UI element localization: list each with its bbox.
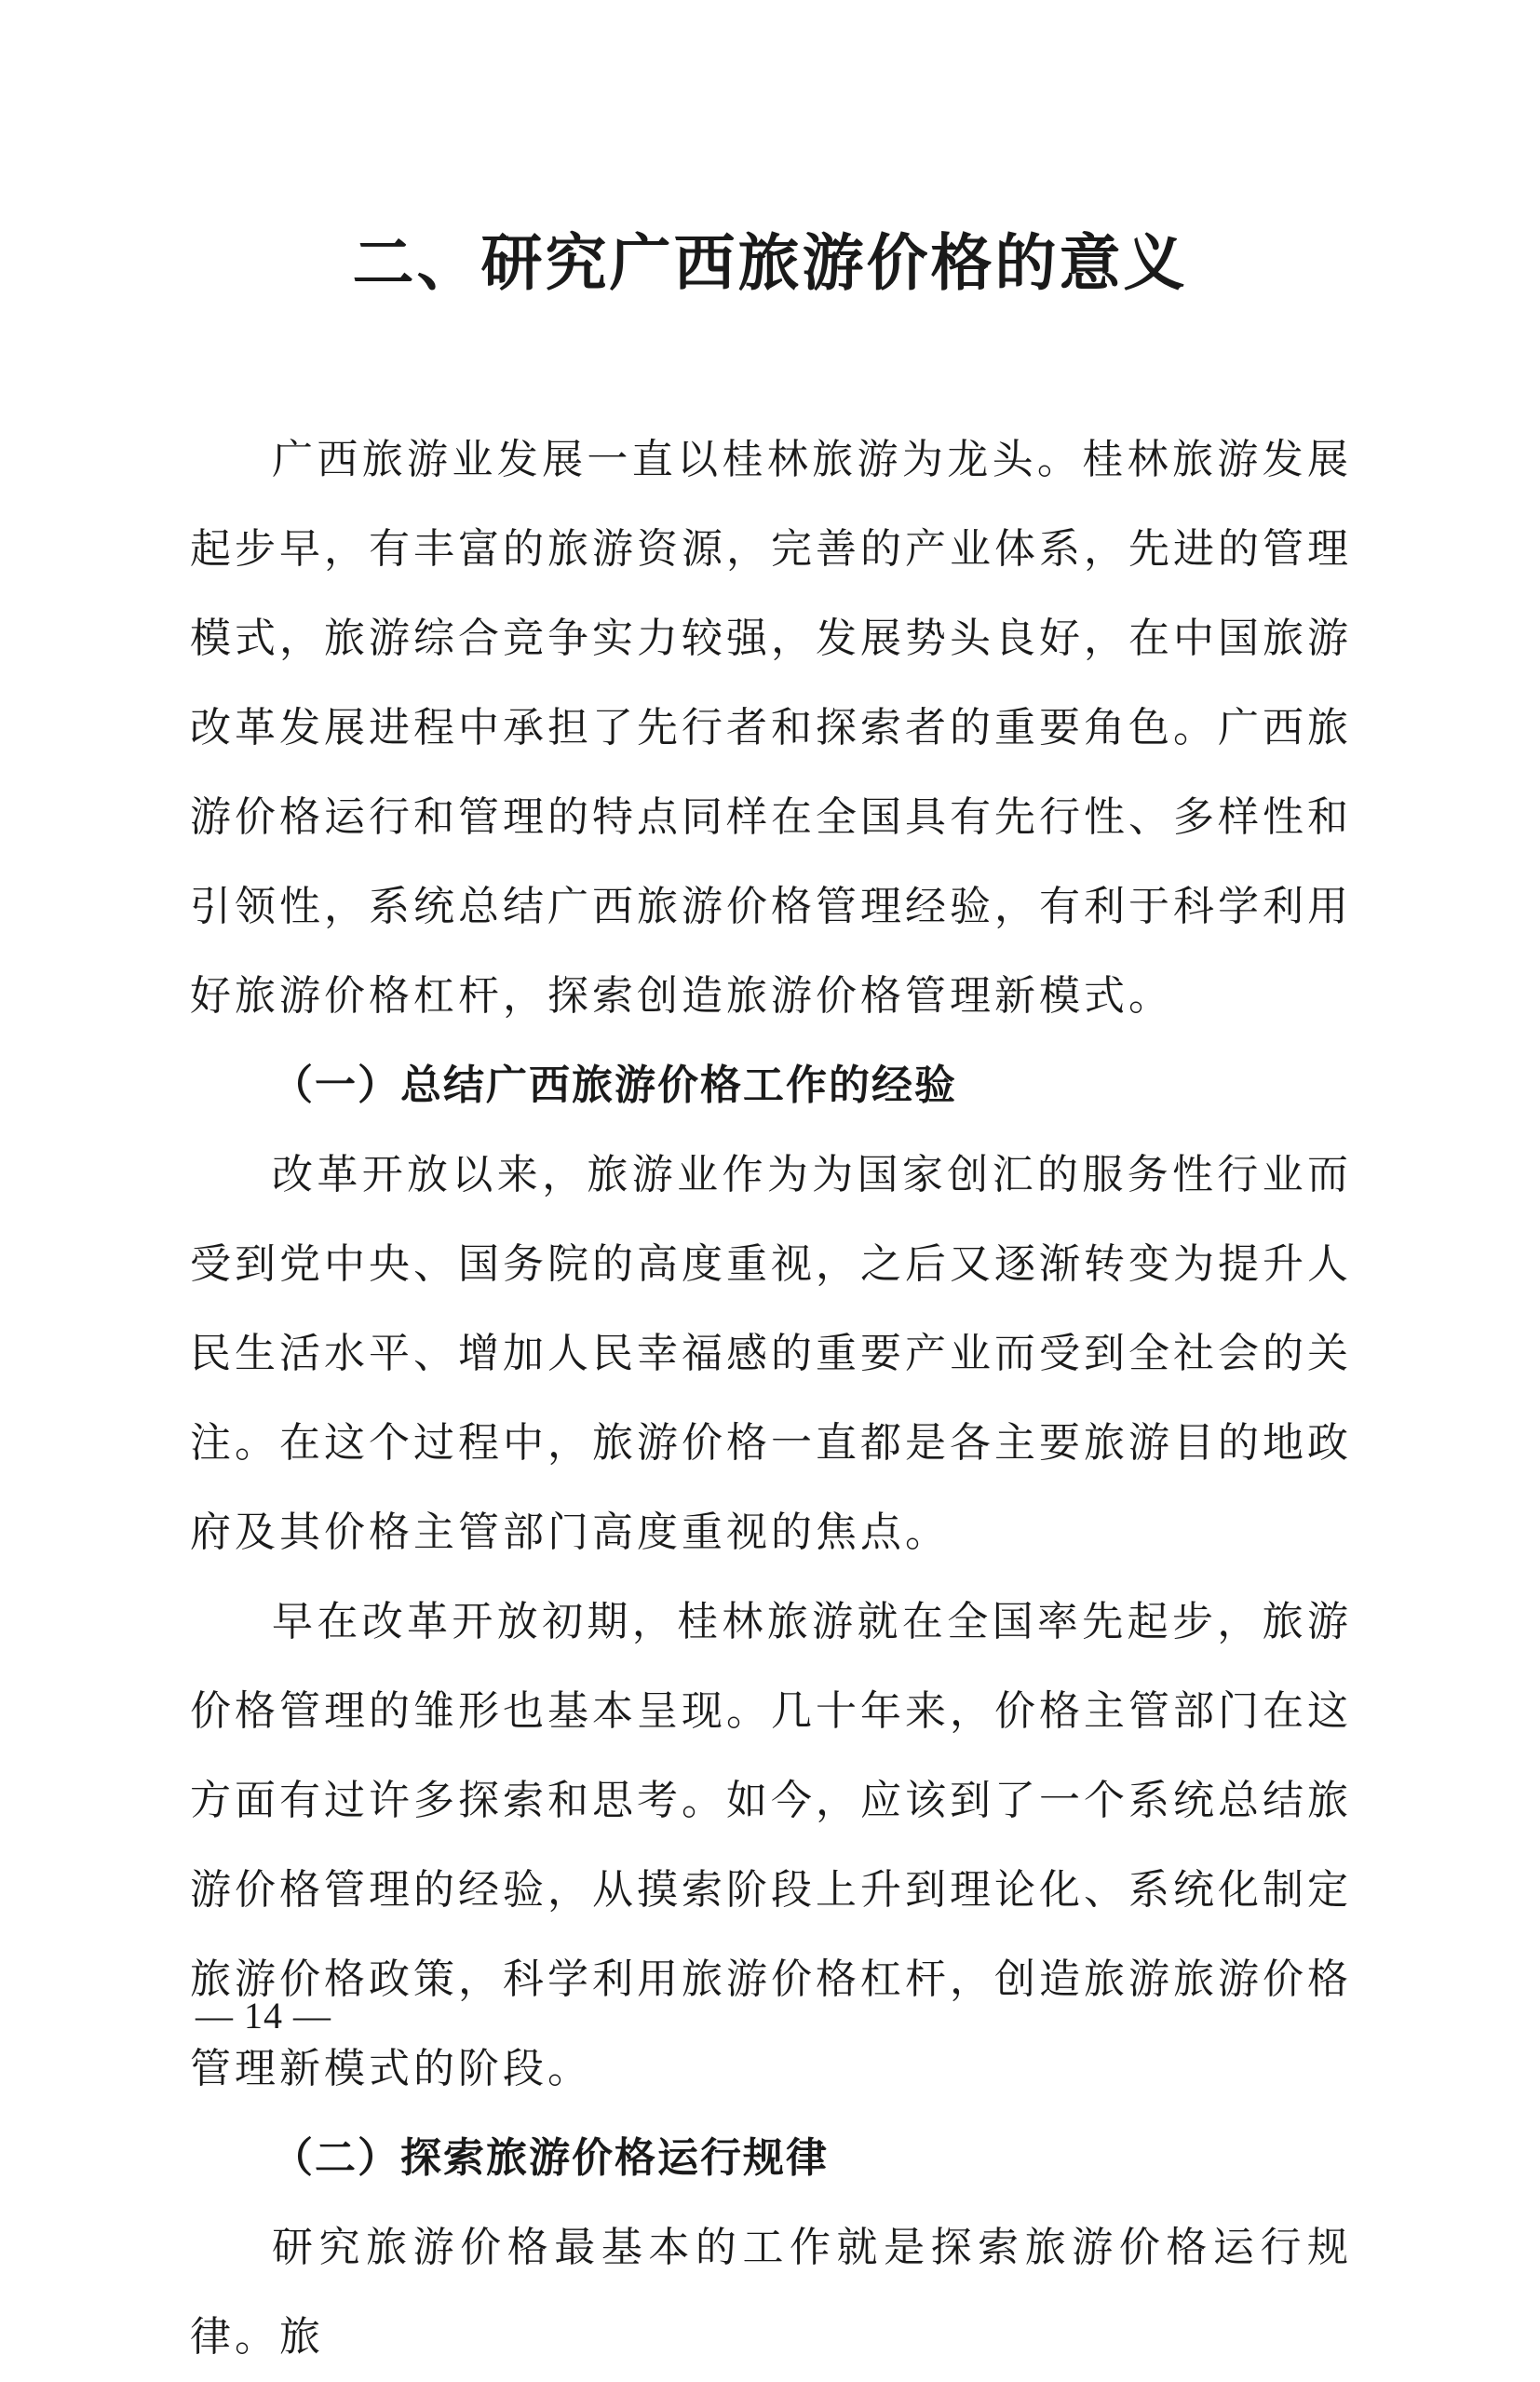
paragraph: 广西旅游业发展一直以桂林旅游为龙头。桂林旅游发展起步早，有丰富的旅游资源，完善的产业体系，先进的管理模式，旅游综合竞争实力较强，发展势头良好，在中国旅游改革发展进程中承担了先行者和探索者的重要角色。广西旅游价格运行和管理的特点同样在全国具有先行性、多样性和引领性，系统总结广西旅游价格管理经验，有利于科学利用好旅游价格杠杆，探索创造旅游价格管理新模式。 — [190, 436, 1352, 1020]
paragraph: 早在改革开放初期，桂林旅游就在全国率先起步，旅游价格管理的雏形也基本呈现。几十年来，价格主管部门在这方面有过许多探索和思考。如今，应该到了一个系统总结旅游价格管理的经验，从摸索阶段上升到理论化、系统化制定旅游价格政策，科学利用旅游价格杠杆，创造旅游旅游价格管理新模式的阶段。 — [190, 1598, 1352, 2092]
paragraph: 研究旅游价格最基本的工作就是探索旅游价格运行规律。旅 — [190, 2224, 1352, 2361]
page-number: — 14 — — [196, 1995, 331, 2037]
page-title: 二、研究广西旅游价格的意义 — [352, 226, 1188, 299]
paragraph: 改革开放以来，旅游业作为为国家创汇的服务性行业而受到党中央、国务院的高度重视，之后又逐渐转变为提升人民生活水平、增加人民幸福感的重要产业而受到全社会的关注。在这个过程中，旅游价格一直都是各主要旅游目的地政府及其价格主管部门高度重视的焦点。 — [190, 1151, 1352, 1556]
section-heading: （二）探索旅游价格运行规律 — [272, 2134, 829, 2182]
body-text — [190, 415, 1352, 2382]
section-heading: （一）总结广西旅游价格工作的经验 — [272, 1062, 957, 1109]
